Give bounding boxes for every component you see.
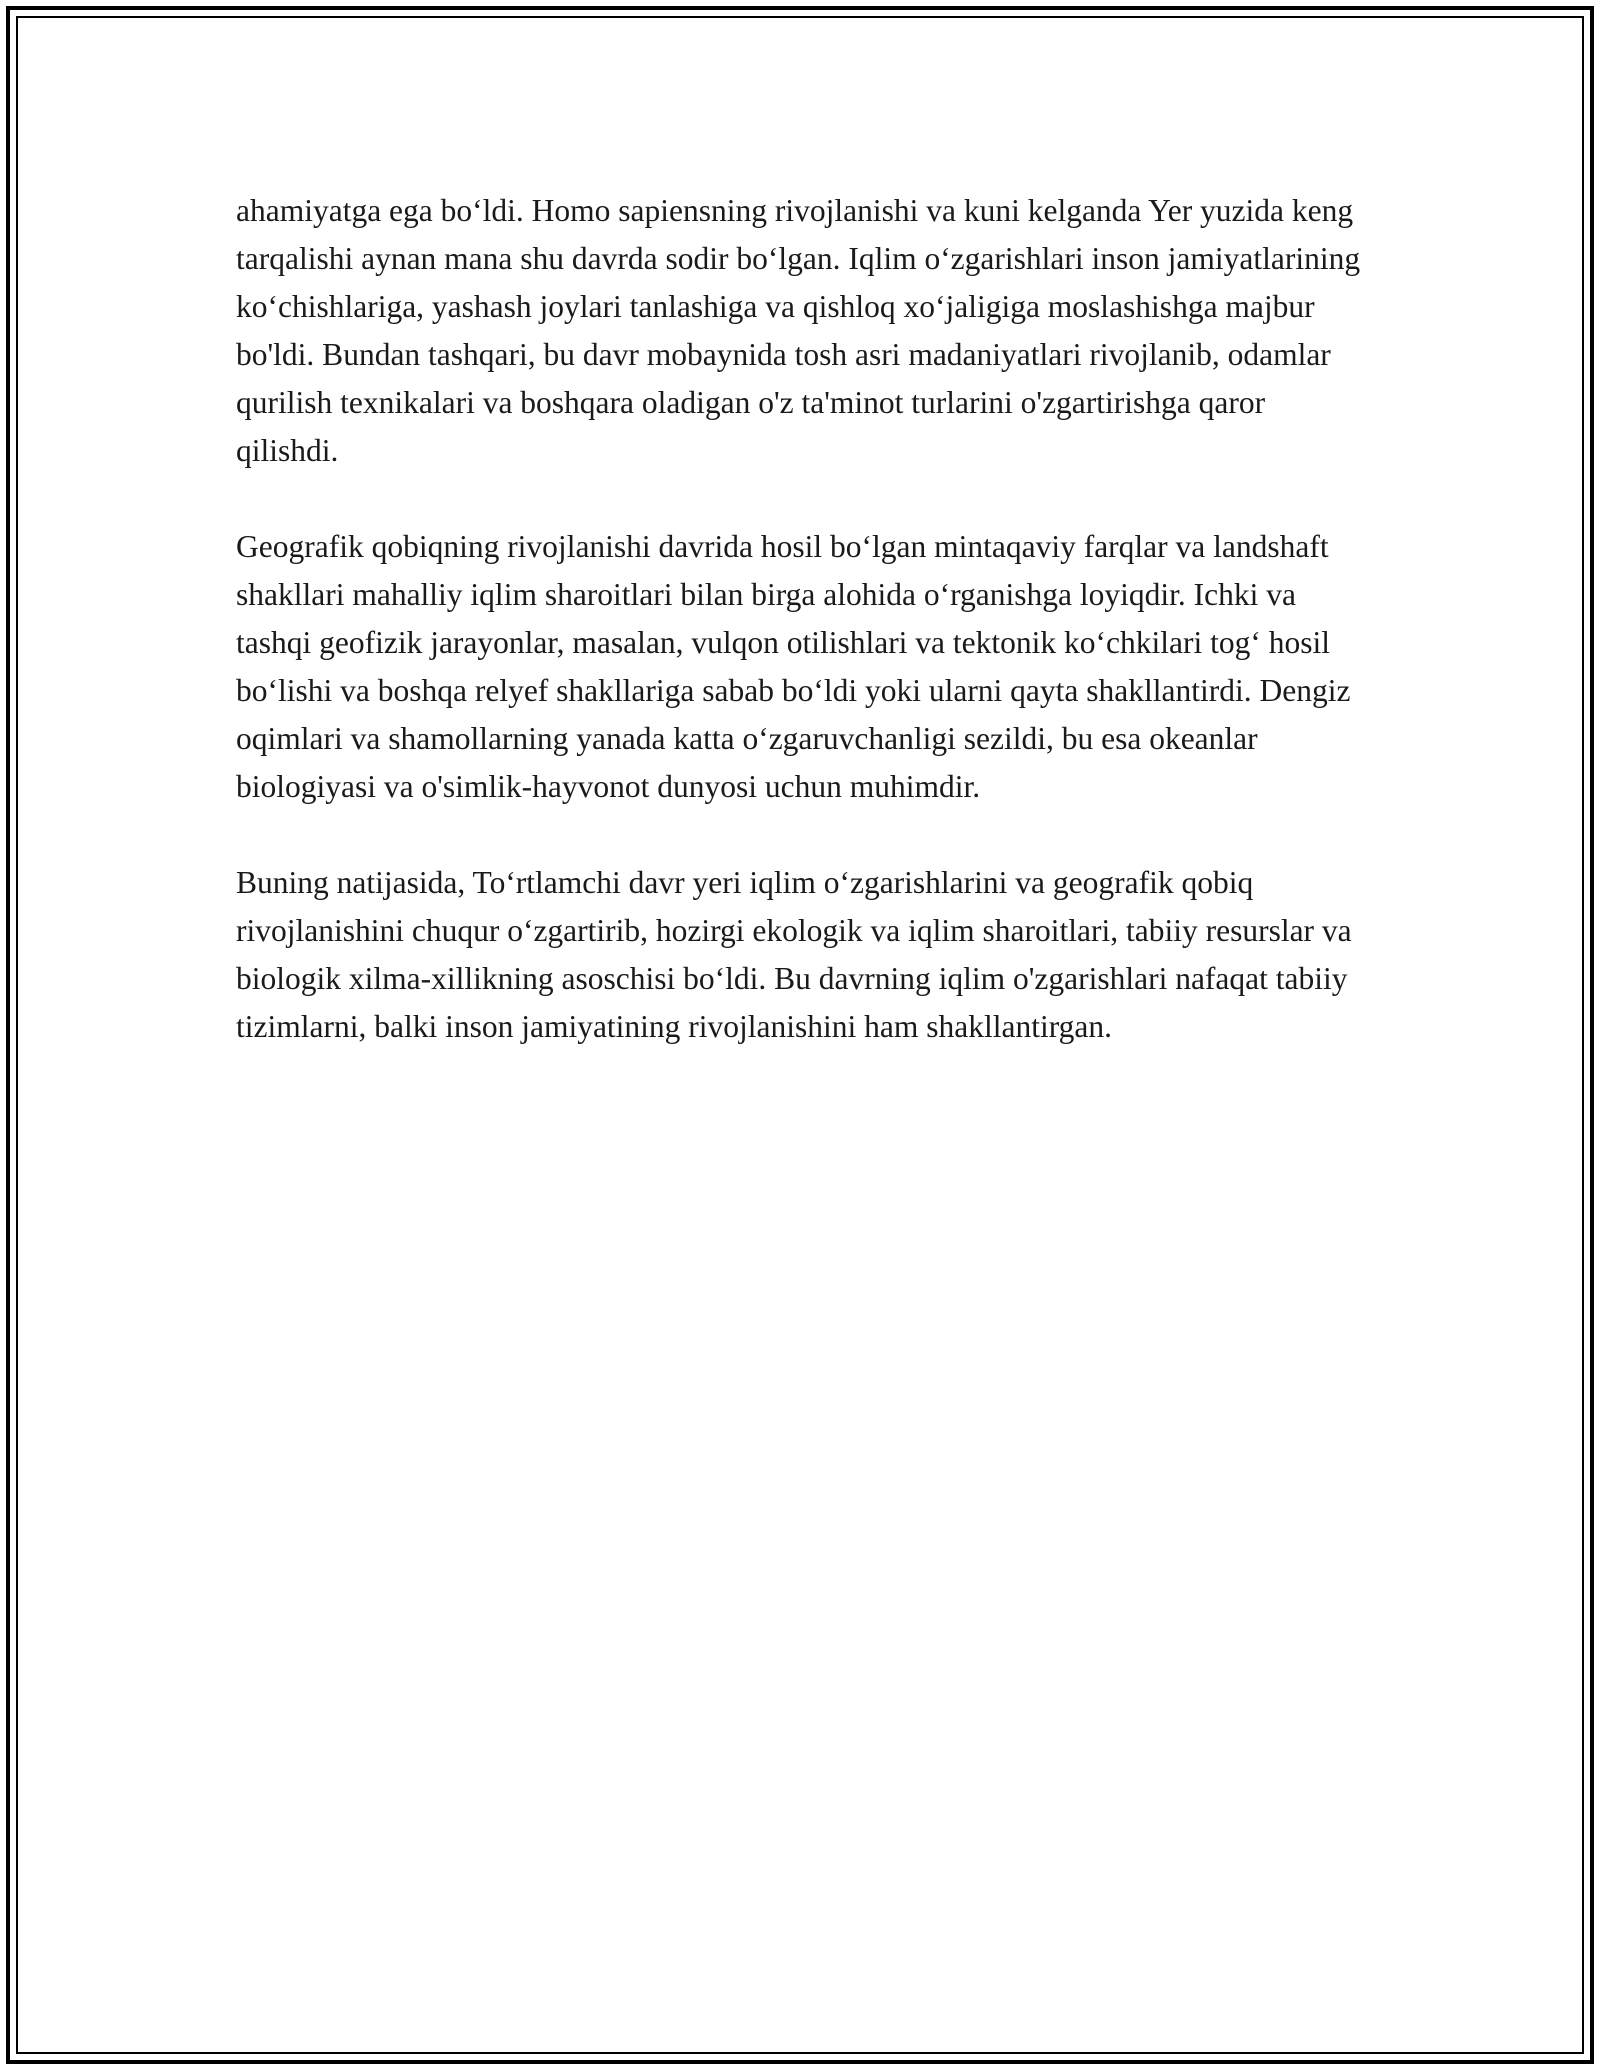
paragraph-1: ahamiyatga ega bo‘ldi. Homo sapiensning rivojlanishi va kuni kelganda Yer yuzida keng tarqalishi aynan mana shu davrda sodir bo‘lgan. Iqlim o‘zgarishlari inson jamiyatlarining ko‘chishlariga, yashash joylari tanlashiga va qishloq xo‘jaligiga moslashishga majbur bo'ldi. Bundan tashqari, bu davr mobaynida tosh asri madaniyatlari rivojlanib, odamlar qurilish texnikalari va boshqara oladigan o'z ta'minot turlarini o'zgartirishga qaror qilishdi.	[236, 193, 1361, 468]
paragraph-2: Geografik qobiqning rivojlanishi davrida hosil bo‘lgan mintaqaviy farqlar va landshaft shakllari mahalliy iqlim sharoitlari bilan birga alohida o‘rganishga loyiqdir. Ichki va tashqi geofizik jarayonlar, masalan, vulqon otilishlari va tektonik ko‘chkilari tog‘ hosil bo‘lishi va boshqa relyef shakllariga sabab bo‘ldi yoki ularni qayta shakllantirdi. Dengiz oqimlari va shamollarning yanada katta o‘zgaruvchanligi sezildi, bu esa okeanlar biologiyasi va o'simlik-hayvonot dunyosi uchun muhimdir.	[236, 529, 1351, 804]
document-body	[236, 187, 1366, 1051]
paragraph-3: Buning natijasida, To‘rtlamchi davr yeri iqlim o‘zgarishlarini va geografik qobiq rivojlanishini chuqur o‘zgartirib, hozirgi ekologik va iqlim sharoitlari, tabiiy resurslar va biologik xilma-xillikning asoschisi bo‘ldi. Bu davrning iqlim o'zgarishlari nafaqat tabiiy tizimlarni, balki inson jamiyatining rivojlanishini ham shakllantirgan.	[236, 865, 1352, 1044]
